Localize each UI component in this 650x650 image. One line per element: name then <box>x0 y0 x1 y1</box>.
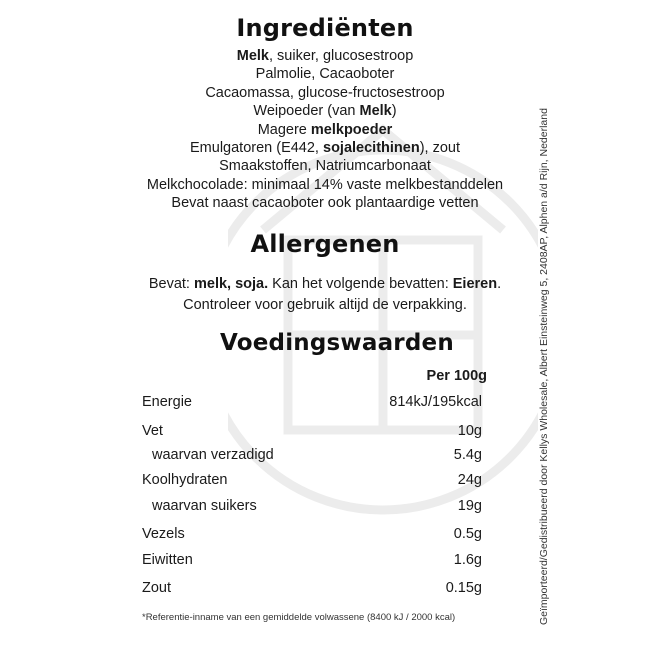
nutrition-label: Zout <box>142 580 172 596</box>
allergens-text: Eieren <box>452 276 498 292</box>
nutrition-label: Vet <box>142 423 163 439</box>
ingredients-line <box>60 121 590 139</box>
ingredients-text: Cacaomassa, glucose-fructosestroop <box>205 84 445 101</box>
nutrition-label: waarvan suikers <box>152 498 257 514</box>
ingredients-line <box>60 194 590 212</box>
nutrition-value: 5.4g <box>453 447 482 463</box>
ingredients-text: Melkchocolade: minimaal 14% vaste melkbestanddelen <box>146 176 504 193</box>
ingredients-text: Weipoeder (van <box>253 103 360 120</box>
nutrition-row <box>142 526 482 546</box>
distributor-text: Geïmporteerd/Gedistribueerd door Kellys Wholesale, Albert Einsteinweg 5, 2408AP, Alphen a/d Rijn, Nederland <box>538 108 550 625</box>
ingredients-line <box>60 157 590 175</box>
ingredients-line <box>60 65 590 83</box>
ingredients-text: Emulgatoren (E442, <box>190 140 323 157</box>
allergens-title: Allergenen <box>250 230 400 258</box>
allergens-line <box>60 274 590 295</box>
ingredients-text: , suiker, glucosestroop <box>268 48 414 64</box>
ingredients-text: Melk <box>359 103 392 120</box>
ingredients-text: Bevat naast cacaoboter ook plantaardige vetten <box>171 195 479 212</box>
nutrition-value: 0.15g <box>445 580 482 596</box>
nutrition-value: 1.6g <box>453 552 482 568</box>
nutrition-row <box>142 498 482 518</box>
ingredients-text: Smaakstoffen, Natriumcarbonaat <box>219 158 431 175</box>
nutrition-value: 19g <box>457 498 482 514</box>
nutrition-value: 24g <box>457 472 482 488</box>
ingredients-text: Magere <box>257 121 311 138</box>
nutrition-title: Voedingswaarden <box>220 330 454 356</box>
nutrition-row <box>142 447 482 467</box>
allergens-line <box>60 295 590 316</box>
allergens-text <box>60 274 590 316</box>
ingredients-title: Ingrediënten <box>236 14 414 42</box>
nutrition-row <box>142 423 482 443</box>
nutrition-row <box>142 552 482 572</box>
nutrition-value: 814kJ/195kcal <box>389 394 482 410</box>
nutrition-value: 0.5g <box>453 526 482 542</box>
nutrition-row <box>142 580 482 600</box>
nutrition-row <box>142 472 482 492</box>
nutrition-label: Koolhydraten <box>142 472 228 488</box>
nutrition-value: 10g <box>457 423 482 439</box>
allergens-text: melk, soja. <box>193 276 269 292</box>
allergens-text: Bevat: <box>148 276 194 292</box>
nutrition-row <box>142 394 482 414</box>
ingredients-line <box>60 176 590 194</box>
ingredients-line <box>60 84 590 102</box>
allergens-text: Kan het volgende bevatten: <box>268 276 453 292</box>
ingredients-line <box>60 102 590 120</box>
nutrition-label: Energie <box>142 394 192 410</box>
ingredients-text: sojalecithinen <box>323 140 420 157</box>
ingredients-text: ) <box>391 103 397 120</box>
ingredients-text: Palmolie, Cacaoboter <box>255 66 395 83</box>
nutrition-footnote: *Referentie-inname van een gemiddelde volwassene (8400 kJ / 2000 kcal) <box>142 612 456 623</box>
ingredients-text: melkpoeder <box>310 121 393 138</box>
nutrition-column-header: Per 100g <box>426 368 487 384</box>
nutrition-label: Eiwitten <box>142 552 193 568</box>
ingredients-line <box>60 139 590 157</box>
ingredients-list <box>60 47 590 213</box>
nutrition-label: waarvan verzadigd <box>152 447 274 463</box>
ingredients-line <box>60 47 590 65</box>
ingredients-text: ), zout <box>419 140 460 157</box>
allergens-text: Controleer voor gebruik altijd de verpakking. <box>183 297 467 313</box>
allergens-text: . <box>497 276 502 292</box>
nutrition-label: Vezels <box>142 526 185 542</box>
ingredients-text: Melk <box>236 48 269 64</box>
